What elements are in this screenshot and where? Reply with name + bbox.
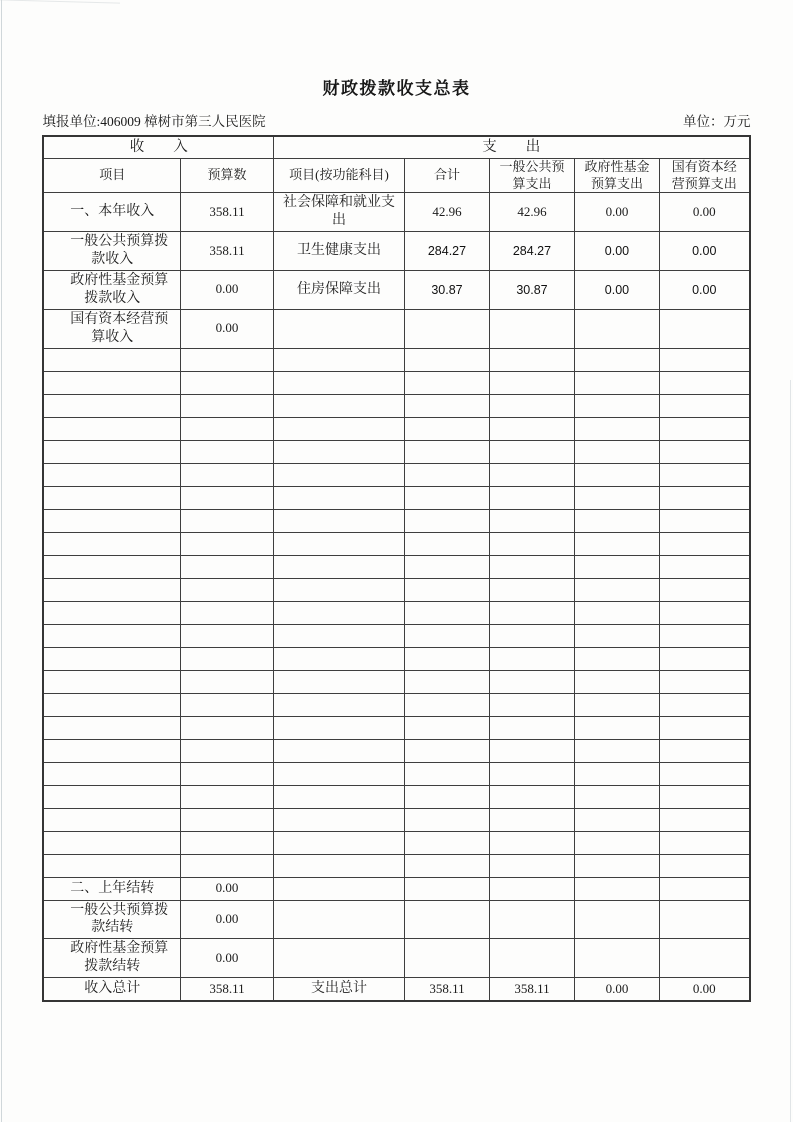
- cell-expense-govfund-budget: 0.00: [574, 270, 659, 309]
- cell-expense-general-budget: 42.96: [489, 193, 574, 232]
- cell-income-item: 国有资本经营预算收入: [43, 309, 180, 348]
- scan-edge-artifact: [1, 0, 2, 1122]
- cell-income-budget: 358.11: [180, 193, 273, 232]
- table-row: [43, 670, 749, 693]
- table-row: [43, 900, 749, 939]
- col-header-expense-general-budget: 一般公共预算支出: [489, 159, 574, 193]
- cell-expense-total: [404, 394, 489, 417]
- table-row: [43, 555, 749, 578]
- cell-expense-statecap-budget: [659, 716, 749, 739]
- cell-expense-govfund-budget: [574, 939, 659, 978]
- cell-expense-item: [273, 808, 404, 831]
- cell-expense-govfund-budget: [574, 670, 659, 693]
- cell-income-item: [43, 716, 180, 739]
- cell-income-budget: [180, 716, 273, 739]
- cell-expense-total: [404, 348, 489, 371]
- cell-expense-statecap-budget: [659, 762, 749, 785]
- cell-expense-general-budget: [489, 463, 574, 486]
- cell-income-item: [43, 670, 180, 693]
- cell-expense-total: [404, 509, 489, 532]
- cell-expense-statecap-budget: [659, 693, 749, 716]
- expenditure-group-header: 支 出: [273, 136, 749, 159]
- cell-expense-govfund-budget: 0.00: [574, 978, 659, 1002]
- cell-income-item: 收入总计: [43, 978, 180, 1002]
- table-row: [43, 371, 749, 394]
- cell-income-budget: [180, 371, 273, 394]
- cell-expense-general-budget: [489, 486, 574, 509]
- cell-expense-total: [404, 939, 489, 978]
- cell-expense-govfund-budget: [574, 394, 659, 417]
- cell-expense-statecap-budget: 0.00: [659, 193, 749, 232]
- cell-expense-item: [273, 785, 404, 808]
- cell-expense-total: [404, 578, 489, 601]
- cell-expense-item: [273, 716, 404, 739]
- cell-income-budget: 358.11: [180, 232, 273, 271]
- cell-expense-general-budget: [489, 509, 574, 532]
- budget-summary-table: [42, 135, 750, 1002]
- cell-expense-statecap-budget: 0.00: [659, 232, 749, 271]
- table-row: [43, 348, 749, 371]
- cell-expense-general-budget: [489, 854, 574, 877]
- cell-expense-general-budget: [489, 309, 574, 348]
- cell-expense-item: [273, 578, 404, 601]
- cell-income-budget: [180, 601, 273, 624]
- cell-expense-general-budget: [489, 624, 574, 647]
- cell-expense-statecap-budget: [659, 348, 749, 371]
- cell-expense-statecap-budget: [659, 394, 749, 417]
- cell-income-budget: [180, 808, 273, 831]
- cell-expense-general-budget: [489, 762, 574, 785]
- cell-expense-general-budget: [489, 939, 574, 978]
- cell-income-item: [43, 486, 180, 509]
- cell-expense-govfund-budget: [574, 309, 659, 348]
- cell-expense-item: [273, 670, 404, 693]
- table-row: [43, 808, 749, 831]
- table-row: [43, 785, 749, 808]
- cell-expense-statecap-budget: [659, 808, 749, 831]
- table-row: [43, 463, 749, 486]
- cell-expense-general-budget: [489, 555, 574, 578]
- table-body: [43, 193, 749, 1001]
- cell-expense-govfund-budget: [574, 417, 659, 440]
- cell-income-budget: 0.00: [180, 939, 273, 978]
- cell-income-item: 政府性基金预算拨款结转: [43, 939, 180, 978]
- cell-expense-item: [273, 371, 404, 394]
- cell-income-item: [43, 785, 180, 808]
- cell-expense-item: [273, 463, 404, 486]
- cell-expense-total: [404, 785, 489, 808]
- cell-expense-general-budget: [489, 647, 574, 670]
- table-row: [43, 309, 749, 348]
- cell-income-item: 一般公共预算拨款结转: [43, 900, 180, 939]
- cell-expense-general-budget: 30.87: [489, 270, 574, 309]
- cell-income-budget: 0.00: [180, 900, 273, 939]
- unit-label: 单位：万元: [683, 114, 751, 129]
- table-row: [43, 693, 749, 716]
- cell-expense-statecap-budget: [659, 486, 749, 509]
- cell-income-budget: [180, 762, 273, 785]
- table-row: [43, 440, 749, 463]
- cell-expense-general-budget: [489, 739, 574, 762]
- cell-expense-total: [404, 309, 489, 348]
- cell-expense-statecap-budget: [659, 939, 749, 978]
- table-row: [43, 877, 749, 900]
- cell-income-budget: [180, 348, 273, 371]
- cell-expense-statecap-budget: [659, 578, 749, 601]
- cell-income-budget: 0.00: [180, 270, 273, 309]
- table-row: [43, 762, 749, 785]
- table-row: [43, 601, 749, 624]
- cell-income-budget: [180, 532, 273, 555]
- cell-expense-total: [404, 601, 489, 624]
- cell-expense-statecap-budget: [659, 624, 749, 647]
- cell-expense-total: [404, 624, 489, 647]
- cell-income-budget: [180, 624, 273, 647]
- table-row: [43, 578, 749, 601]
- cell-expense-item: [273, 532, 404, 555]
- cell-expense-item: [273, 877, 404, 900]
- cell-expense-govfund-budget: [574, 463, 659, 486]
- cell-income-budget: [180, 739, 273, 762]
- cell-income-budget: 0.00: [180, 877, 273, 900]
- table-row: [43, 509, 749, 532]
- cell-expense-statecap-budget: [659, 854, 749, 877]
- cell-expense-total: 42.96: [404, 193, 489, 232]
- cell-expense-statecap-budget: [659, 463, 749, 486]
- cell-income-item: [43, 854, 180, 877]
- cell-expense-total: [404, 463, 489, 486]
- cell-expense-govfund-budget: [574, 693, 659, 716]
- cell-income-item: [43, 555, 180, 578]
- cell-expense-item: [273, 624, 404, 647]
- cell-income-item: [43, 509, 180, 532]
- cell-expense-general-budget: [489, 578, 574, 601]
- cell-expense-govfund-budget: [574, 348, 659, 371]
- cell-income-budget: [180, 831, 273, 854]
- cell-expense-govfund-budget: [574, 601, 659, 624]
- cell-expense-govfund-budget: [574, 854, 659, 877]
- cell-expense-item: 卫生健康支出: [273, 232, 404, 271]
- cell-income-item: [43, 578, 180, 601]
- cell-expense-statecap-budget: [659, 371, 749, 394]
- cell-expense-item: [273, 486, 404, 509]
- cell-expense-govfund-budget: [574, 831, 659, 854]
- scan-edge-artifact: [790, 380, 791, 1122]
- cell-expense-item: [273, 440, 404, 463]
- table-row: [43, 978, 749, 1002]
- cell-expense-item: 社会保障和就业支出: [273, 193, 404, 232]
- cell-expense-item: [273, 831, 404, 854]
- cell-expense-item: [273, 854, 404, 877]
- cell-expense-total: [404, 900, 489, 939]
- table-row: [43, 486, 749, 509]
- report-unit-label: 填报单位:406009 樟树市第三人民医院: [42, 114, 266, 129]
- cell-expense-statecap-budget: [659, 509, 749, 532]
- cell-expense-govfund-budget: [574, 877, 659, 900]
- table-row: [43, 193, 749, 232]
- cell-income-budget: [180, 647, 273, 670]
- cell-expense-general-budget: [489, 417, 574, 440]
- cell-expense-general-budget: [489, 693, 574, 716]
- table-row: [43, 831, 749, 854]
- cell-expense-govfund-budget: [574, 509, 659, 532]
- cell-expense-item: [273, 762, 404, 785]
- cell-expense-govfund-budget: [574, 739, 659, 762]
- cell-expense-item: 支出总计: [273, 978, 404, 1002]
- cell-expense-item: [273, 739, 404, 762]
- table-row: [43, 270, 749, 309]
- cell-income-item: [43, 693, 180, 716]
- cell-expense-general-budget: [489, 670, 574, 693]
- cell-expense-govfund-budget: [574, 647, 659, 670]
- cell-expense-statecap-budget: [659, 739, 749, 762]
- cell-expense-total: [404, 440, 489, 463]
- cell-expense-general-budget: 284.27: [489, 232, 574, 271]
- cell-expense-item: [273, 939, 404, 978]
- cell-expense-statecap-budget: [659, 555, 749, 578]
- cell-expense-total: [404, 417, 489, 440]
- cell-expense-total: [404, 762, 489, 785]
- cell-income-item: 一般公共预算拨款收入: [43, 232, 180, 271]
- cell-income-item: [43, 371, 180, 394]
- cell-expense-govfund-budget: [574, 900, 659, 939]
- col-header-income-item: 项目: [43, 159, 180, 193]
- cell-income-budget: [180, 785, 273, 808]
- table-row: [43, 647, 749, 670]
- cell-expense-general-budget: [489, 785, 574, 808]
- cell-expense-general-budget: [489, 900, 574, 939]
- cell-expense-statecap-budget: [659, 831, 749, 854]
- cell-expense-total: [404, 716, 489, 739]
- cell-expense-item: [273, 601, 404, 624]
- cell-expense-total: [404, 532, 489, 555]
- cell-expense-general-budget: [489, 716, 574, 739]
- cell-income-item: [43, 417, 180, 440]
- cell-expense-govfund-budget: [574, 624, 659, 647]
- cell-expense-statecap-budget: [659, 532, 749, 555]
- cell-expense-govfund-budget: [574, 578, 659, 601]
- cell-income-item: 政府性基金预算拨款收入: [43, 270, 180, 309]
- cell-expense-general-budget: [489, 532, 574, 555]
- cell-expense-total: [404, 808, 489, 831]
- cell-income-budget: [180, 555, 273, 578]
- cell-income-budget: [180, 578, 273, 601]
- cell-expense-total: [404, 647, 489, 670]
- cell-income-item: [43, 831, 180, 854]
- table-row: [43, 739, 749, 762]
- cell-expense-total: [404, 693, 489, 716]
- cell-income-budget: [180, 394, 273, 417]
- cell-income-item: [43, 647, 180, 670]
- cell-expense-item: [273, 309, 404, 348]
- cell-expense-govfund-budget: [574, 716, 659, 739]
- cell-income-budget: [180, 486, 273, 509]
- cell-expense-govfund-budget: [574, 785, 659, 808]
- column-header-row: [43, 159, 749, 193]
- cell-expense-govfund-budget: [574, 486, 659, 509]
- cell-income-item: [43, 348, 180, 371]
- cell-expense-item: [273, 348, 404, 371]
- cell-expense-govfund-budget: [574, 371, 659, 394]
- cell-expense-statecap-budget: [659, 440, 749, 463]
- cell-expense-govfund-budget: 0.00: [574, 193, 659, 232]
- cell-expense-total: [404, 854, 489, 877]
- cell-income-item: [43, 394, 180, 417]
- cell-expense-item: 住房保障支出: [273, 270, 404, 309]
- cell-expense-item: [273, 693, 404, 716]
- cell-income-budget: [180, 417, 273, 440]
- cell-income-budget: [180, 463, 273, 486]
- table-row: [43, 417, 749, 440]
- table-row: [43, 624, 749, 647]
- cell-income-budget: 0.00: [180, 309, 273, 348]
- cell-income-item: 二、上年结转: [43, 877, 180, 900]
- col-header-income-budget: 预算数: [180, 159, 273, 193]
- cell-income-budget: 358.11: [180, 978, 273, 1002]
- cell-expense-total: 284.27: [404, 232, 489, 271]
- cell-income-budget: [180, 693, 273, 716]
- cell-expense-statecap-budget: 0.00: [659, 270, 749, 309]
- col-header-expense-total: 合计: [404, 159, 489, 193]
- table-row: [43, 532, 749, 555]
- cell-expense-statecap-budget: [659, 877, 749, 900]
- table-row: [43, 394, 749, 417]
- cell-expense-govfund-budget: [574, 555, 659, 578]
- cell-expense-statecap-budget: 0.00: [659, 978, 749, 1002]
- cell-expense-statecap-budget: [659, 601, 749, 624]
- cell-expense-total: 30.87: [404, 270, 489, 309]
- cell-income-item: 一、本年收入: [43, 193, 180, 232]
- cell-expense-statecap-budget: [659, 900, 749, 939]
- cell-income-item: [43, 463, 180, 486]
- cell-expense-govfund-budget: [574, 762, 659, 785]
- cell-expense-govfund-budget: 0.00: [574, 232, 659, 271]
- table-row: [43, 854, 749, 877]
- cell-expense-total: [404, 555, 489, 578]
- cell-expense-total: [404, 371, 489, 394]
- page-title: 财政拨款收支总表: [322, 79, 471, 98]
- cell-income-budget: [180, 670, 273, 693]
- cell-expense-general-budget: [489, 394, 574, 417]
- cell-expense-general-budget: [489, 348, 574, 371]
- group-header-row: [43, 136, 749, 159]
- cell-expense-item: [273, 900, 404, 939]
- cell-income-budget: [180, 854, 273, 877]
- cell-expense-general-budget: [489, 831, 574, 854]
- col-header-expense-item: 项目(按功能科目): [273, 159, 404, 193]
- cell-income-item: [43, 808, 180, 831]
- cell-income-item: [43, 532, 180, 555]
- cell-expense-total: 358.11: [404, 978, 489, 1002]
- cell-expense-general-budget: [489, 808, 574, 831]
- cell-income-budget: [180, 509, 273, 532]
- table-row: [43, 232, 749, 271]
- cell-expense-total: [404, 486, 489, 509]
- cell-expense-statecap-budget: [659, 670, 749, 693]
- cell-expense-total: [404, 877, 489, 900]
- cell-expense-statecap-budget: [659, 785, 749, 808]
- cell-expense-govfund-budget: [574, 532, 659, 555]
- cell-expense-item: [273, 647, 404, 670]
- cell-expense-general-budget: [489, 371, 574, 394]
- cell-expense-item: [273, 555, 404, 578]
- cell-expense-item: [273, 417, 404, 440]
- meta-row: [43, 110, 751, 130]
- income-group-header: 收 入: [43, 136, 273, 159]
- cell-expense-general-budget: [489, 440, 574, 463]
- cell-expense-statecap-budget: [659, 309, 749, 348]
- cell-income-item: [43, 762, 180, 785]
- col-header-expense-govfund-budget: 政府性基金预算支出: [574, 159, 659, 193]
- cell-expense-total: [404, 831, 489, 854]
- cell-expense-item: [273, 394, 404, 417]
- cell-expense-general-budget: 358.11: [489, 978, 574, 1002]
- cell-expense-total: [404, 739, 489, 762]
- cell-income-item: [43, 440, 180, 463]
- cell-expense-govfund-budget: [574, 440, 659, 463]
- cell-expense-total: [404, 670, 489, 693]
- cell-income-item: [43, 601, 180, 624]
- cell-expense-item: [273, 509, 404, 532]
- cell-expense-general-budget: [489, 877, 574, 900]
- table-row: [43, 716, 749, 739]
- cell-income-budget: [180, 440, 273, 463]
- col-header-expense-statecap-budget: 国有资本经营预算支出: [659, 159, 749, 193]
- cell-expense-statecap-budget: [659, 417, 749, 440]
- cell-expense-general-budget: [489, 601, 574, 624]
- cell-expense-govfund-budget: [574, 808, 659, 831]
- cell-expense-statecap-budget: [659, 647, 749, 670]
- cell-income-item: [43, 739, 180, 762]
- cell-income-item: [43, 624, 180, 647]
- table-row: [43, 939, 749, 978]
